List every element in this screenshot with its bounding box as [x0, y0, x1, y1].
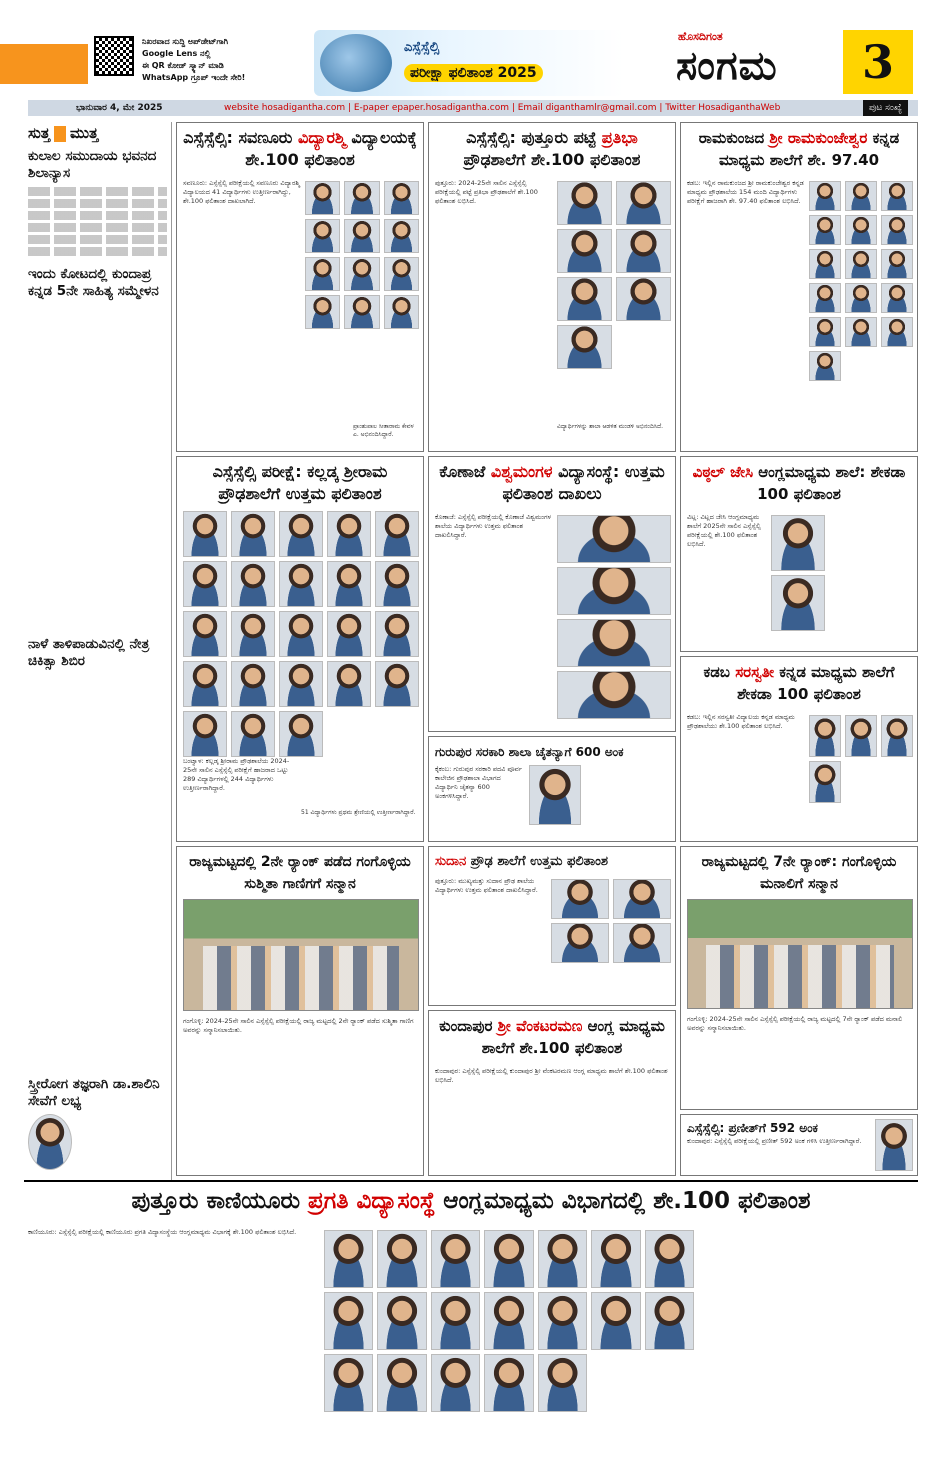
story-body: ವಿಟ್ಲ: ವಿಟ್ಲದ ಜೇಸಿ ಆಂಗ್ಲಮಾಧ್ಯಮ ಶಾಲೆಗೆ 2025ನೇ ಸಾಲಿನ ಎಸ್ಸೆಸ್ಸೆಲ್ಸಿ ಪರೀಕ್ಷೆಯಲ್ಲಿ ಶೇ.100 ಫಲಿತಾಂಶ ಲಭಿಸಿದೆ.	[687, 513, 761, 548]
student-photo	[484, 1292, 533, 1350]
student-photo	[231, 661, 275, 707]
student-photo	[881, 715, 913, 757]
student-photo-grid	[305, 181, 419, 329]
student-photo	[305, 295, 340, 329]
student-photo	[613, 923, 671, 963]
orange-accent-bar	[0, 44, 88, 84]
student-photo	[881, 317, 913, 347]
story-sudana	[428, 846, 676, 1006]
student-photo	[557, 181, 612, 225]
student-photo	[529, 765, 581, 825]
student-photo	[845, 249, 877, 279]
story-body: ಕುಂದಾಪುರ: ಎಸ್ಸೆಸ್ಸೆಲ್ಸಿ ಪರೀಕ್ಷೆಯಲ್ಲಿ ಪ್ರಣೀತ್ 592 ಅಂಕ ಗಳಿಸಿ ಉತ್ತೀರ್ಣರಾಗಿದ್ದಾರೆ.	[687, 1137, 862, 1145]
story-sushmita	[176, 846, 424, 1176]
student-photo	[279, 661, 323, 707]
brief-headline[interactable]: ನಾಳೆ ತಾಳಿಪಾಡುವಿನಲ್ಲಿ ನೇತ್ರ ಚಿಕಿತ್ಸಾ ಶಿಬಿರ	[28, 636, 150, 669]
book-icon	[54, 126, 66, 142]
student-photo	[881, 181, 913, 211]
student-photo	[327, 611, 371, 657]
story-praneeth	[680, 1114, 918, 1176]
student-photo	[809, 351, 841, 381]
student-photo	[875, 1119, 913, 1171]
student-photo	[613, 879, 671, 919]
student-photo-grid	[875, 1119, 913, 1171]
story-headline[interactable]: ರಾಜ್ಯಮಟ್ಟದಲ್ಲಿ 7ನೇ ರ್‍ಯಾಂಕ್: ಗಂಗೊಳ್ಳಿಯ ಮನಾಲಿಗೆ ಸನ್ಮಾನ	[701, 854, 897, 892]
story-puttur	[428, 122, 676, 452]
student-photo	[845, 715, 877, 757]
student-photo	[809, 761, 841, 803]
masthead	[0, 0, 945, 100]
student-photo	[183, 611, 227, 657]
issue-date: ಭಾನುವಾರ 4, ಮೇ 2025	[76, 103, 163, 113]
student-photo	[305, 219, 340, 253]
student-photo	[279, 711, 323, 757]
student-photo	[591, 1292, 640, 1350]
photo-caption: ಪ್ರಾಂಶುಪಾಲ ಸೀತಾರಾಮ ಕೇವಳ ಎ. ಅಭಿನಂದಿಸಿದ್ದಾರೆ.	[353, 423, 414, 438]
student-photo	[557, 229, 612, 273]
student-photo	[551, 879, 609, 919]
student-photo	[183, 711, 227, 757]
student-photo	[809, 249, 841, 279]
student-photo	[344, 219, 379, 253]
student-photo	[327, 511, 371, 557]
student-photo	[384, 181, 419, 215]
student-photo	[279, 511, 323, 557]
student-photo	[484, 1354, 533, 1412]
story-headline[interactable]: ವಿಠ್ಠಲ್ ಜೇಸಿ ಆಂಗ್ಲಮಾಧ್ಯಮ ಶಾಲೆ: ಶೇಕಡಾ 100 ಫಲಿತಾಂಶ	[692, 463, 906, 503]
student-photo	[645, 1230, 694, 1288]
section-name: ಸಂಗಮ	[676, 42, 778, 89]
student-photo	[845, 317, 877, 347]
student-photo	[384, 257, 419, 291]
student-photo	[771, 515, 825, 571]
student-photo	[616, 181, 671, 225]
student-photo	[591, 1230, 640, 1288]
student-photo	[327, 661, 371, 707]
story-body: ಕಡಬ: ಇಲ್ಲಿನ ರಾಮಕುಂಜದ ಶ್ರೀ ರಾಮಕುಂಜೇಶ್ವರ ಕನ್ನಡ ಮಾಧ್ಯಮ ಪ್ರೌಢಶಾಲೆಯ 154 ಮಂದಿ ವಿದ್ಯಾರ್ಥಿಗಳು ಪರೀಕ್ಷೆಗೆ ಹಾಜರಾಗಿ ಶೇ. 97.40 ಫಲಿತಾಂಶ ಲಭಿಸಿದೆ.	[687, 179, 804, 205]
story-body: ಕೈಕಂಬ: ಗುರುಪುರ ಸರಕಾರಿ ಪದವಿ ಪೂರ್ವ ಕಾಲೇಜಿನ ಪ್ರೌಢಶಾಲಾ ವಿಭಾಗದ ವಿದ್ಯಾರ್ಥಿನಿ ಚೈತನ್ಯಾ 600 ಅಂಕಗಳಿಸಿದ್ದಾರೆ.	[435, 765, 522, 800]
story-body: ಕುಂದಾಪುರ: ಎಸ್ಸೆಸ್ಸೆಲ್ಸಿ ಪರೀಕ್ಷೆಯಲ್ಲಿ ಕುಂದಾಪುರ ಶ್ರೀ ವೆಂಕಟರಮಣ ಆಂಗ್ಲ ಮಾಧ್ಯಮ ಶಾಲೆಗೆ ಶೇ.100 ಫಲಿತಾಂಶ ಲಭಿಸಿದೆ.	[435, 1067, 668, 1084]
student-photo	[845, 215, 877, 245]
story-headline[interactable]: ರಾಜ್ಯಮಟ್ಟದಲ್ಲಿ 2ನೇ ರ್‍ಯಾಂಕ್ ಪಡೆದ ಗಂಗೊಳ್ಳಿಯ ಸುಶ್ಮಿತಾ ಗಾಣಿಗಗೆ ಸನ್ಮಾನ	[189, 854, 411, 892]
student-photo	[375, 611, 419, 657]
student-photo	[881, 215, 913, 245]
student-photo	[431, 1292, 480, 1350]
brief-body	[24, 1112, 171, 1182]
brief-headline[interactable]: ಸ್ತ್ರೀರೋಗ ತಜ್ಞರಾಗಿ ಡಾ.ಶಾಲಿನಿ ಸೇವೆಗೆ ಲಭ್ಯ	[28, 1076, 160, 1109]
story-venkataramana	[428, 1010, 676, 1176]
student-photo	[538, 1230, 587, 1288]
student-photo	[305, 257, 340, 291]
left-briefs-column	[24, 122, 172, 1180]
suttamutta-logo: ಸುತ್ತ ಮುತ್ತ	[28, 124, 99, 142]
student-photo	[557, 325, 612, 369]
story-body: ಗಂಗೊಳ್ಳಿ: 2024-25ನೇ ಸಾಲಿನ ಎಸ್ಸೆಸ್ಸೆಲ್ಸಿ ಪರೀಕ್ಷೆಯಲ್ಲಿ ರಾಜ್ಯ ಮಟ್ಟದಲ್ಲಿ 2ನೇ ರ್‍ಯಾಂಕ್ ಪಡೆದ ಸುಶ್ಮಿತಾ ಗಾಣಿಗ ಅವರನ್ನು ಸನ್ಮಾನಿಸಲಾಯಿತು.	[183, 1017, 414, 1034]
page-number: 3	[843, 30, 913, 94]
student-photo	[384, 219, 419, 253]
brief-headline[interactable]: ಕುಲಾಲ ಸಮುದಾಯ ಭವನದ ಶಿಲಾನ್ಯಾಸ	[28, 148, 157, 181]
student-photo	[809, 215, 841, 245]
story-body: ಕಡಬ: ಇಲ್ಲಿನ ಸರಸ್ವತೀ ವಿದ್ಯಾಲಯ ಕನ್ನಡ ಮಾಧ್ಯಮ ಪ್ರೌಢಶಾಲೆಯು ಶೇ.100 ಫಲಿತಾಂಶ ಲಭಿಸಿದೆ.	[687, 713, 795, 730]
story-headline[interactable]: ಎಸ್ಸೆಸ್ಸೆಲ್ಸಿ: ಪ್ರಣೀತ್‌ಗೆ 592 ಅಂಕ	[687, 1121, 818, 1135]
story-body: ಕೊಣಾಜೆ: ಎಸ್ಸೆಸ್ಸೆಲ್ಸಿ ಪರೀಕ್ಷೆಯಲ್ಲಿ ಕೊಣಾಜೆ ವಿಶ್ವಮಂಗಳ ಶಾಲೆಯ ವಿದ್ಯಾರ್ಥಿಗಳು ಉತ್ತಮ ಫಲಿತಾಂಶ ದಾಖಲಿಸಿದ್ದಾರೆ.	[435, 513, 552, 539]
student-photo	[538, 1292, 587, 1350]
student-photo-grid	[529, 765, 581, 825]
story-headline[interactable]: ಕೊಣಾಜೆ ವಿಶ್ವಮಂಗಳ ವಿದ್ಯಾಸಂಸ್ಥೆ: ಉತ್ತಮ ಫಲಿತಾಂಶ ದಾಖಲು	[439, 462, 665, 503]
student-photo-grid	[557, 515, 671, 719]
student-photo	[809, 317, 841, 347]
story-pragathi	[24, 1180, 918, 1452]
exam-result-banner	[314, 30, 624, 96]
student-photo	[845, 283, 877, 313]
dateline-bar	[28, 100, 918, 116]
student-photo	[231, 511, 275, 557]
story-headline[interactable]: ಎಸ್ಸೆಸ್ಸೆಲ್ಸಿ ಪರೀಕ್ಷೆ: ಕಲ್ಲಡ್ಕ ಶ್ರೀರಾಮ ಪ್ರೌಢಶಾಲೆಗೆ ಉತ್ತಮ ಫಲಿತಾಂಶ	[212, 462, 388, 503]
story-headline[interactable]: ಕಡಬ ಸರಸ್ವತೀ ಕನ್ನಡ ಮಾಧ್ಯಮ ಶಾಲೆಗೆ ಶೇಕಡಾ 100 ಫಲಿತಾಂಶ	[703, 663, 895, 703]
student-photo	[183, 661, 227, 707]
student-photo	[484, 1230, 533, 1288]
student-photo	[377, 1230, 426, 1288]
student-photo	[344, 181, 379, 215]
brief-headline[interactable]: ಇಂದು ಕೋಟದಲ್ಲಿ ಕುಂದಾಪ್ರ ಕನ್ನಡ 5ನೇ ಸಾಹಿತ್ಯ ಸಮ್ಮೇಳನ	[28, 266, 159, 299]
student-photo	[384, 295, 419, 329]
student-photo	[557, 567, 671, 615]
student-photo	[377, 1354, 426, 1412]
student-photo-grid	[183, 511, 419, 757]
story-ramakunja	[680, 122, 918, 452]
story-body: ಕಾಣಿಯೂರು: ಎಸ್ಸೆಸ್ಸೆಲ್ಸಿ ಪರೀಕ್ಷೆಯಲ್ಲಿ ಕಾಣಿಯೂರು ಪ್ರಗತಿ ವಿದ್ಯಾಸಂಸ್ಥೆಯ ಆಂಗ್ಲಮಾಧ್ಯಮ ವಿಭಾಗಕ್ಕೆ ಶೇ.100 ಫಲಿತಾಂಶ ಲಭಿಸಿದೆ.	[28, 1228, 297, 1236]
story-headline[interactable]: ಪುತ್ತೂರು ಕಾಣಿಯೂರು ಪ್ರಗತಿ ವಿದ್ಯಾಸಂಸ್ಥೆ ಆಂಗ್ಲಮಾಧ್ಯಮ ವಿಭಾಗದಲ್ಲಿ ಶೇ.100 ಫಲಿತಾಂಶ	[131, 1188, 811, 1214]
story-body: ಪುತ್ತೂರು: 2024-25ನೇ ಸಾಲಿನ ಎಸ್ಸೆಸ್ಸೆಲ್ಸಿ ಪರೀಕ್ಷೆಯಲ್ಲಿ ಪಟ್ಟೆ ಪ್ರತಿಭಾ ಪ್ರೌಢಶಾಲೆಗೆ ಶೇ.100 ಫಲಿತಾಂಶ ಲಭಿಸಿದೆ.	[435, 179, 538, 205]
story-headline[interactable]: ಎಸ್ಸೆಸ್ಸೆಲ್ಸಿ: ಸವಣೂರು ವಿದ್ಯಾರಶ್ಮಿ ವಿದ್ಯಾಲಯಕ್ಕೆ ಶೇ.100 ಫಲಿತಾಂಶ	[183, 128, 417, 169]
story-headline[interactable]: ಎಸ್ಸೆಸ್ಸೆಲ್ಸಿ: ಪುತ್ತೂರು ಪಟ್ಟೆ ಪ್ರತಿಭಾ ಪ್ರೌಢಶಾಲೆಗೆ ಶೇ.100 ಫಲಿತಾಂಶ	[463, 128, 641, 169]
whatsapp-promo: ನಿಖರವಾದ ಸುದ್ದಿ ಅಪ್‌ಡೇಟ್‌ಗಾಗಿ Google Lens ನಲ್ಲಿ ಈ QR ಕೋಡ್ ಸ್ಕ್ಯಾನ್ ಮಾಡಿ WhatsApp ಗ್ರೂಪ್ ಇಂದೇ ಸೇರಿ!	[142, 37, 246, 82]
story-headline[interactable]: ಕುಂದಾಪುರ ಶ್ರೀ ವೆಂಕಟರಮಣ ಆಂಗ್ಲ ಮಾಧ್ಯಮ ಶಾಲೆಗೆ ಶೇ.100 ಫಲಿತಾಂಶ	[439, 1017, 665, 1057]
student-photo	[231, 611, 275, 657]
story-vittal	[680, 456, 918, 652]
student-photo	[344, 295, 379, 329]
student-photo	[324, 1292, 373, 1350]
student-photo-grid	[809, 715, 913, 803]
student-photo-grid	[324, 1230, 694, 1412]
student-photo	[279, 561, 323, 607]
student-photo	[231, 561, 275, 607]
student-photo	[375, 661, 419, 707]
doctor-photo	[28, 1114, 72, 1170]
exam-banner-subtitle: ಪರೀಕ್ಷಾ ಫಲಿತಾಂಶ 2025	[404, 64, 543, 82]
student-photo	[551, 923, 609, 963]
page-label: ಪುಟ ಸಂಖ್ಯೆ	[863, 100, 908, 116]
brief-body	[24, 302, 171, 632]
paper-brand	[676, 30, 836, 96]
student-photo-grid	[551, 879, 671, 963]
student-photo	[557, 671, 671, 719]
student-photo	[557, 277, 612, 321]
student-photo	[183, 511, 227, 557]
story-body: ಬಂಟ್ವಾಳ: ಕಲ್ಲಡ್ಕ ಶ್ರೀರಾಮ ಪ್ರೌಢಶಾಲೆಯ 2024-25ನೇ ಸಾಲಿನ ಎಸ್ಸೆಸ್ಸೆಲ್ಸಿ ಪರೀಕ್ಷೆಗೆ ಹಾಜರಾದ ಒಟ್ಟು 289 ವಿದ್ಯಾರ್ಥಿಗಳಲ್ಲಿ 244 ವಿದ್ಯಾರ್ಥಿಗಳು ಉತ್ತೀರ್ಣರಾಗಿದ್ದಾರೆ.	[183, 757, 290, 792]
student-photo	[305, 181, 340, 215]
student-photo	[231, 711, 275, 757]
student-photo	[557, 619, 671, 667]
story-guruvapura	[428, 736, 676, 842]
student-photo	[375, 561, 419, 607]
student-photo	[881, 249, 913, 279]
story-headline[interactable]: ರಾಮಕುಂಜದ ಶ್ರೀ ರಾಮಕುಂಜೇಶ್ವರ ಕನ್ನಡ ಮಾಧ್ಯಮ ಶಾಲೆಗೆ ಶೇ. 97.40	[698, 129, 900, 169]
student-photo	[327, 561, 371, 607]
student-photo	[431, 1354, 480, 1412]
felicitation-photo	[687, 899, 913, 1009]
paper-name: ಹೊಸದಿಗಂತ	[678, 30, 723, 43]
story-headline[interactable]: ಗುರುಪುರ ಸರಕಾರಿ ಶಾಲಾ ಚೈತನ್ಯಾಗೆ 600 ಅಂಕ	[435, 745, 624, 759]
student-photo	[344, 257, 379, 291]
student-photo	[809, 181, 841, 211]
student-photo	[431, 1230, 480, 1288]
students-photo	[320, 34, 392, 92]
student-photo	[645, 1292, 694, 1350]
story-body: ಸವಣೂರು: ಎಸ್ಸೆಸ್ಸೆಲ್ಸಿ ಪರೀಕ್ಷೆಯಲ್ಲಿ ಸವಣೂರು ವಿದ್ಯಾರಶ್ಮಿ ವಿದ್ಯಾಲಯದ 41 ವಿದ್ಯಾರ್ಥಿಗಳು ಉತ್ತೀರ್ಣರಾಗಿದ್ದು, ಶೇ.100 ಫಲಿತಾಂಶ ದಾಖಲಾಗಿದೆ.	[183, 179, 300, 205]
story-kadaba	[680, 656, 918, 842]
qr-code-icon[interactable]	[94, 36, 134, 76]
felicitation-photo	[183, 899, 419, 1011]
student-photo	[538, 1354, 587, 1412]
story-kalladka	[176, 456, 424, 842]
contact-links[interactable]: website hosadigantha.com | E-paper epaper.hosadigantha.com | Email diganthamlr@gmail.com | Twitter HosadiganthaWeb	[224, 103, 781, 113]
student-photo	[771, 575, 825, 631]
student-photo	[809, 715, 841, 757]
student-photo	[557, 515, 671, 563]
student-photo-grid	[809, 181, 913, 381]
brief-body	[24, 184, 171, 262]
student-photo	[183, 561, 227, 607]
story-headline[interactable]: ಸುದಾನ ಪ್ರೌಢ ಶಾಲೆಗೆ ಉತ್ತಮ ಫಲಿತಾಂಶ	[435, 854, 608, 869]
story-body-continued	[700, 1228, 914, 1448]
brief-body	[24, 672, 171, 1072]
student-photo	[809, 283, 841, 313]
student-photo	[616, 229, 671, 273]
story-body: ಗಂಗೊಳ್ಳಿ: 2024-25ನೇ ಸಾಲಿನ ಎಸ್ಸೆಸ್ಸೆಲ್ಸಿ ಪರೀಕ್ಷೆಯಲ್ಲಿ ರಾಜ್ಯ ಮಟ್ಟದಲ್ಲಿ 7ನೇ ರ್‍ಯಾಂಕ್ ಪಡೆದ ಮನಾಲಿ ಅವರನ್ನು ಸನ್ಮಾನಿಸಲಾಯಿತು.	[687, 1015, 903, 1032]
student-photo-grid	[771, 515, 825, 631]
exam-banner-title: ಎಸ್ಸೆಸ್ಸೆಲ್ಸಿ	[404, 40, 440, 55]
student-photo	[324, 1354, 373, 1412]
story-konaje	[428, 456, 676, 732]
student-photo	[616, 277, 671, 321]
photo-caption: ವಿದ್ಯಾರ್ಥಿಗಳನ್ನು ಶಾಲಾ ಆಡಳಿತ ಮಂಡಳಿ ಅಭಿನಂದಿಸಿದೆ.	[557, 423, 664, 430]
story-savanoor	[176, 122, 424, 452]
student-photo	[377, 1292, 426, 1350]
student-photo-grid	[557, 181, 671, 369]
photo-caption: 51 ವಿದ್ಯಾರ್ಥಿಗಳು ಪ್ರಥಮ ಶ್ರೇಣಿಯಲ್ಲಿ ಉತ್ತೀರ್ಣರಾಗಿದ್ದಾರೆ.	[301, 809, 416, 816]
story-body: ಪುತ್ತೂರು: ಮುಖ್ಯಮತ್ತು ಸುದಾನ ಪ್ರೌಢ ಶಾಲೆಯ ವಿದ್ಯಾರ್ಥಿಗಳು ಉತ್ತಮ ಫಲಿತಾಂಶ ದಾಖಲಿಸಿದ್ದಾರೆ.	[435, 877, 538, 894]
student-photo	[279, 611, 323, 657]
story-manali	[680, 846, 918, 1110]
student-photo	[881, 283, 913, 313]
student-photo	[324, 1230, 373, 1288]
student-photo	[375, 511, 419, 557]
student-photo	[845, 181, 877, 211]
